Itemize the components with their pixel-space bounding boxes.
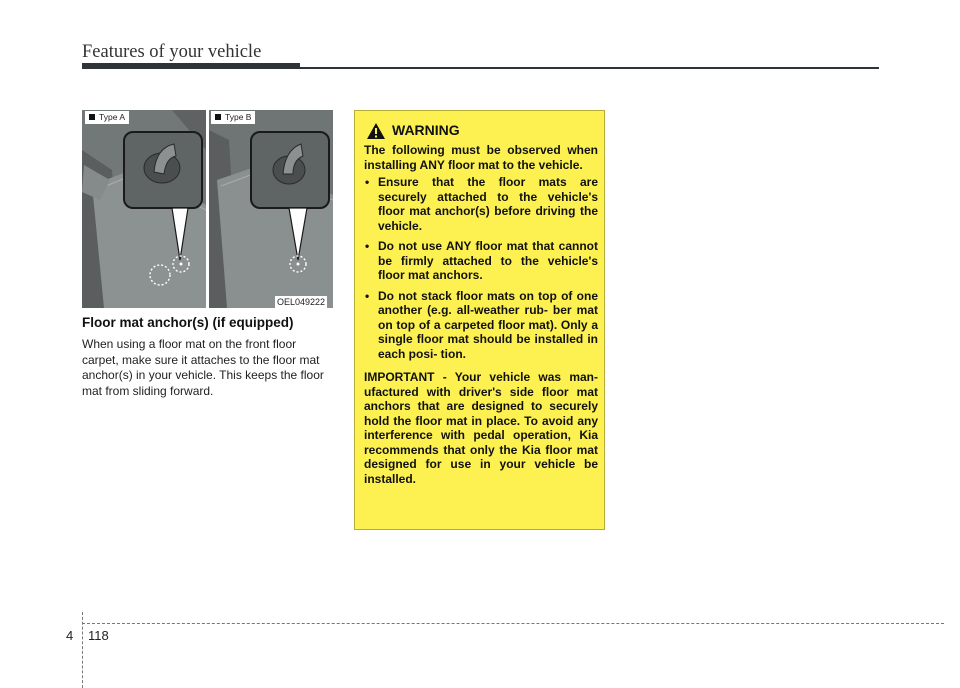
warning-box — [354, 110, 605, 530]
header-rule-thin — [300, 67, 879, 69]
image-code: OEL049222 — [277, 297, 326, 307]
list-item-text: Do not use ANY floor mat that cannot be firmly attached to the vehicle's floor mat anchors. — [378, 239, 598, 282]
footer-divider — [82, 612, 83, 688]
warning-important: IMPORTANT - Your vehicle was man- ufactured with driver's side floor mat anchors that are designed to securely hold the floor mat in place. To avoid any interference with pedal operation, Kia recommends that only the Kia floor mat designed for use in your vehicle be installed. — [364, 370, 598, 486]
list-item-text: Ensure that the floor mats are securely attached to the vehicle's floor mat anchor(s) before driving the vehicle. — [378, 175, 598, 233]
page-number: 118 — [88, 628, 109, 643]
list-item: • Do not use ANY floor mat that cannot be firmly attached to the vehicle's floor mat anchors. — [365, 239, 598, 282]
warning-intro: The following must be observed when installing ANY floor mat to the vehicle. — [364, 143, 598, 172]
floor-mat-anchor-illustration-b — [209, 110, 333, 308]
type-b-label — [211, 111, 255, 124]
body-paragraph: When using a floor mat on the front floor carpet, make sure it attaches to the floor mat anchor(s) in your vehicle. This keeps the floor mat from sliding forward. — [82, 337, 324, 398]
black-square-icon — [89, 114, 95, 120]
chapter-number: 4 — [66, 628, 74, 643]
subheading: Floor mat anchor(s) (if equipped) — [82, 315, 294, 330]
warning-list — [364, 175, 598, 361]
warning-triangle-icon — [366, 122, 386, 140]
footer-rule — [82, 623, 944, 624]
floor-mat-anchor-illustration-a — [82, 110, 206, 308]
type-a-label-text: Type A — [99, 112, 125, 122]
warning-title: WARNING — [392, 122, 460, 138]
list-item: • Ensure that the floor mats are securely attached to the vehicle's floor mat anchor(s) before driving the vehicle. — [365, 175, 598, 233]
list-item-text: Do not stack floor mats on top of one another (e.g. all-weather rub- ber mat on top of a carpeted floor mat). Only a single floor mat should be installed in each posi- tion. — [378, 288, 598, 361]
list-item: • Do not stack floor mats on top of one another (e.g. all-weather rub- ber mat on top of a carpeted floor mat). Only a single floor mat should be installed in each posi- tion. — [365, 288, 598, 361]
type-a-label — [85, 111, 129, 124]
section-title: Features of your vehicle — [82, 42, 262, 62]
floor-mat-anchor-figure — [82, 110, 333, 310]
warning-header — [366, 121, 598, 143]
type-b-photo — [209, 110, 333, 308]
black-square-icon — [215, 114, 221, 120]
type-b-label-text: Type B — [225, 112, 252, 122]
type-a-photo — [82, 110, 206, 308]
header-rule-thick — [82, 63, 300, 69]
